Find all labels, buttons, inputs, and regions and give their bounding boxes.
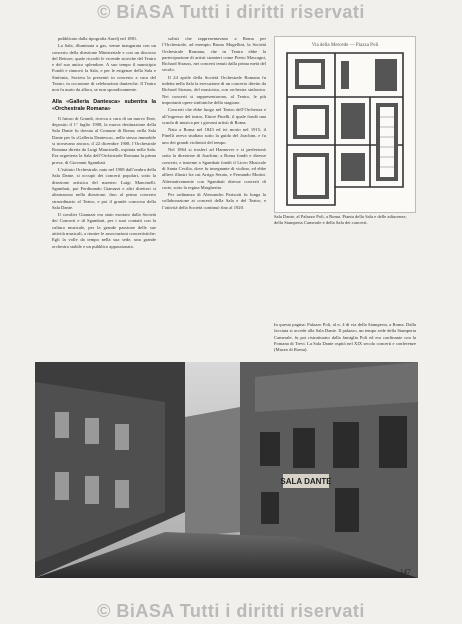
street-photograph bbox=[35, 362, 418, 578]
plan-caption: Sala Dante, al Palazzo Poli, a Roma. Pianta della Sala e delle adiacenze, della Stamperia Camerale e della Sala dei concerti. bbox=[274, 214, 407, 226]
paragraph: Nel 1864 si trasferì ad Hannover e si perfezionò sotto la direzione di Joachim; a Roma fondò e diresse concerti, e insieme a Sgambati fondò il Liceo Musicale di Santa Cecilia, dove fu insegnante di violino, ed ebbe allievi illustri fra cui Arrigo Serato, e Fernando Morini. Alternativamente con Sgambati diresse concerti di corte, sotto la regina Margherita. bbox=[162, 147, 266, 190]
street-photo-drawing bbox=[35, 362, 418, 578]
plan-header-label: Via della Mercede — Piazza Poli bbox=[311, 43, 379, 48]
paragraph: Il futuro di Grandi, ricerca a cura di un nuovo Ente, deposito il 1° luglio 1908, la nuova destinazione della Sala Dante fu dovuta al Comune di Roma; nella Sala Dante per la «Galleria Dantesca», nello stesso immobile si trovavano ancora, il 22 dicembre 1908, l’Orchestrale Romana diretta da Luigi Mancinelli, ospitata nella Sala. Era segreteria la Sala dell’Orchestrale Romana la prima prova, di Giovanni Sgambati. bbox=[52, 115, 156, 165]
floor-plan-drawing bbox=[275, 37, 415, 212]
paragraph: La Sala, illuminata a gas, venne inaugurata con un concerto della direzione Ministeriale e con un discorso del Rettore, quale ricordò le vicende storiche del Teatro e del suo antico splendore. A suo tempo il municipio Fondò e rinnovò la Sala, e per le esigenze della Sala e Sinfonia, Societa la presentò in concerto a cura del Teatro, in occasione di celebrazioni dantesche. Il Teatro non fu usato da allora, se non sporadicamente. bbox=[52, 43, 156, 93]
watermark-top: © BiASA Tutti i diritti riservati bbox=[97, 2, 365, 22]
text-column-2 bbox=[162, 36, 266, 363]
sala-dante-sign: SALA DANTE bbox=[280, 477, 332, 486]
floor-plan-figure bbox=[274, 36, 416, 213]
photo-caption: In questa pagina: Palazzo Poli, al n. 4 di via della Stamperia, a Roma. Dalla facciata si accede alla Sala Dante. Il palazzo, un tempo sede della Stamperia Camerale, fu poi ristrutturato dalla famiglia Poli ed era confinante con la Fontana di Trevi. La Sala Dante ospitò nel XIX secolo concerti e conferenze (Museo di Roma). bbox=[274, 322, 416, 353]
paragraph: solisti che rappresentavano a Roma per l’Orchestrale, ad esempio Bruno Mugellini, la Società Orchestrale Romana, che in Teatro ebbe la partecipazione di artisti stranieri come Pietro Mascagni, Richard Strauss, nei concerti tenuti dalla prima metà del secolo. bbox=[162, 36, 266, 73]
paragraph: Concerti che ebbe luogo nel Teatro dell’Orchestra e all’ingresso del teatro, Ettore Pinelli, il quale fondò una scuola di musica per i giovani artisti di Roma. bbox=[162, 107, 266, 125]
paragraph: Nato a Roma nel 1843 ed ivi morto nel 1915, il Pinelli aveva studiato sotto la guida del Joachim, e fu uno dei grandi violinisti del tempo. bbox=[162, 127, 266, 145]
paragraph: Per ordinanza di Alessandro Parisotti fu lunga la collaborazione ai concerti della Sala e del Teatro, e l’attività della Società continuò fino al 1920. bbox=[162, 192, 266, 210]
page-number: 147 bbox=[400, 568, 411, 576]
paragraph: Il 24 aprile della Società Orchestrale Romana fu indetta nella Sala la esecuzione di un concerto diretto da Richard Strauss, del musicista, con orchestra sinfonica. Nei concerti si rappresentarono, al Teatro, le più importanti opere sinfoniche della stagione. bbox=[162, 74, 266, 105]
text-column-1 bbox=[52, 36, 156, 363]
paragraph: Il cavalier Gianuzzi era stato esortato dalla Società dei Concerti e di Sgambati, per i suoi contatti con la cultura musicale, per la grande passione delle sue attività musicali, a riunire le associazioni concertistiche: Egli la volle da tempo nella sua sede, una grande orchestra stabile e un pubblico appassionato. bbox=[52, 212, 156, 249]
paragraph: pubblicato dalla tipografia Aurelj nel 1881. bbox=[58, 36, 138, 41]
watermark-bottom: © BiASA Tutti i diritti riservati bbox=[97, 601, 365, 621]
paragraph: L’istituto Orchestrale, nato nel 1908 dall’ombra della Sala Dante, si occupò dei concerti popolari, sotto la direzione artistica del maestro Luigi Mancinelli. Sgambati, poi Ferdinando Gianuzzi e altri direttori si alternarono nella direzione, fino al primo concerto straordinario al Teatro, e poi il grande concorso della Sala Dante. bbox=[52, 167, 156, 210]
section-heading: Alla «Galleria Dantesca» subentra la «Orchestrale Romana» bbox=[52, 98, 156, 112]
